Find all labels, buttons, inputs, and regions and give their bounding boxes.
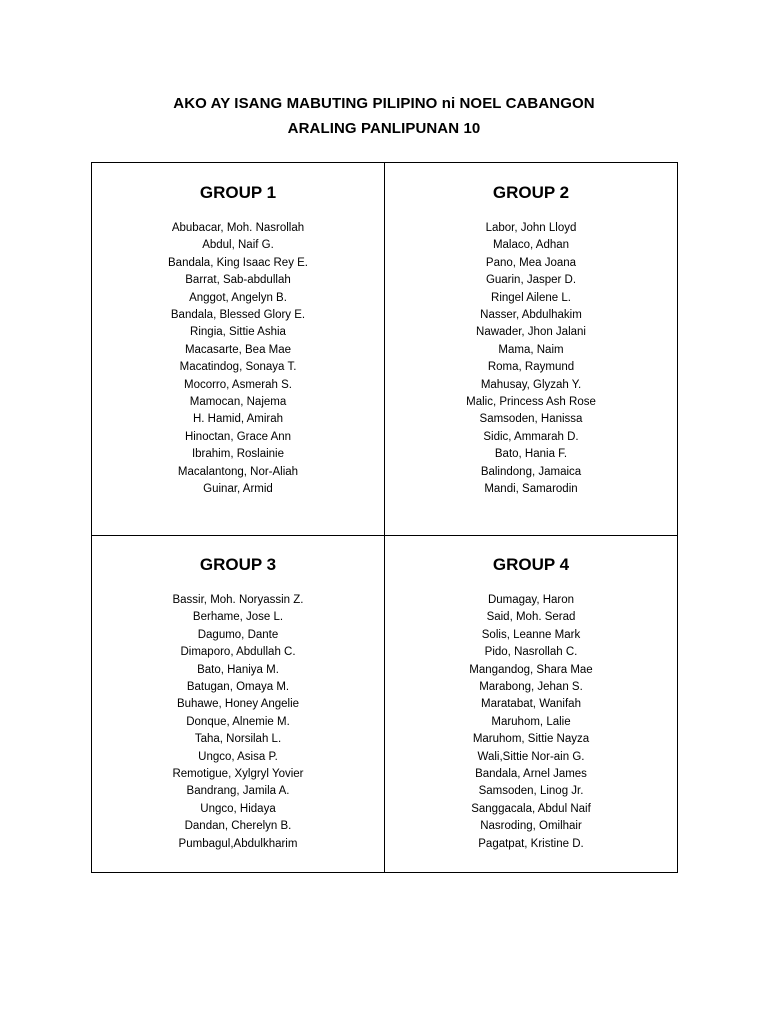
member-name: Barrat, Sab-abdullah	[185, 274, 291, 287]
member-name: Ungco, Asisa P.	[198, 750, 278, 763]
member-name: Nawader, Jhon Jalani	[476, 326, 586, 339]
member-name: Mama, Naim	[498, 343, 564, 356]
member-name: Mamocan, Najema	[189, 396, 287, 409]
group-title: GROUP 1	[199, 183, 277, 202]
member-name: Bandrang, Jamila A.	[186, 785, 290, 798]
member-name: Bandala, Blessed Glory E.	[170, 309, 306, 322]
member-name: Dagumo, Dante	[197, 628, 279, 641]
member-name: Labor, John Lloyd	[485, 222, 577, 234]
groups-table	[91, 162, 678, 873]
member-name: Dumagay, Haron	[487, 594, 575, 606]
member-name: Bato, Hania F.	[494, 448, 568, 461]
member-name: Maruhom, Sittie Nayza	[472, 733, 590, 746]
group-cell-4	[385, 536, 677, 872]
member-name: Samsoden, Linog Jr.	[478, 785, 584, 798]
document-title: AKO AY ISANG MABUTING PILIPINO ni NOEL CABANGON	[173, 95, 595, 112]
member-name: Said, Moh. Serad	[486, 611, 576, 624]
member-name: Samsoden, Hanissa	[479, 413, 583, 426]
member-name: Bassir, Moh. Noryassin Z.	[172, 594, 304, 606]
document-subtitle: ARALING PANLIPUNAN 10	[287, 120, 481, 137]
member-name: H. Hamid, Amirah	[192, 413, 284, 426]
member-list	[385, 592, 677, 853]
member-name: Mangandog, Shara Mae	[469, 663, 593, 676]
member-name: Hinoctan, Grace Ann	[184, 430, 292, 443]
member-name: Nasser, Abdulhakim	[480, 309, 582, 322]
member-name: Ringia, Sittie Ashia	[190, 326, 286, 339]
member-name: Donque, Alnemie M.	[186, 715, 290, 728]
member-name: Ungco, Hidaya	[200, 802, 276, 815]
member-name: Malic, Princess Ash Rose	[466, 396, 596, 409]
member-list	[92, 220, 384, 499]
group-cell-3	[92, 536, 385, 872]
member-name: Marabong, Jehan S.	[479, 681, 583, 694]
group-title: GROUP 2	[492, 183, 570, 202]
member-name: Bandala, Arnel James	[475, 768, 587, 781]
member-name: Pano, Mea Joana	[485, 256, 577, 269]
member-name: Pagatpat, Kristine D.	[478, 837, 584, 850]
member-name: Guarin, Jasper D.	[485, 274, 577, 287]
member-name: Maratabat, Wanifah	[481, 698, 581, 711]
member-name: Berhame, Jose L.	[192, 611, 284, 624]
member-name: Remotigue, Xylgryl Yovier	[172, 768, 304, 781]
member-name: Balindong, Jamaica	[480, 465, 582, 478]
member-name: Malaco, Adhan	[492, 239, 570, 252]
member-name: Sanggacala, Abdul Naif	[471, 802, 591, 815]
group-title: GROUP 4	[492, 555, 570, 574]
member-name: Guinar, Armid	[203, 483, 273, 496]
member-list	[92, 592, 384, 853]
member-name: Solis, Leanne Mark	[481, 628, 581, 641]
member-name: Abdul, Naif G.	[202, 239, 274, 252]
member-name: Mahusay, Glyzah Y.	[480, 378, 582, 391]
group-title: GROUP 3	[199, 555, 277, 574]
member-name: Macalantong, Nor-Aliah	[177, 465, 299, 478]
group-cell-1	[92, 163, 385, 536]
member-name: Ringel Ailene L.	[491, 291, 571, 304]
member-name: Sidic, Ammarah D.	[483, 430, 579, 443]
member-name: Macasarte, Bea Mae	[184, 343, 292, 356]
member-name: Maruhom, Lalie	[491, 715, 571, 728]
member-name: Buhawe, Honey Angelie	[176, 698, 300, 711]
member-name: Bandala, King Isaac Rey E.	[168, 256, 308, 269]
member-name: Abubacar, Moh. Nasrollah	[171, 222, 305, 234]
member-name: Roma, Raymund	[487, 361, 575, 374]
member-name: Pido, Nasrollah C.	[484, 646, 578, 659]
member-name: Ibrahim, Roslainie	[191, 448, 285, 461]
member-name: Dimaporo, Abdullah C.	[180, 646, 296, 659]
group-cell-2	[385, 163, 677, 536]
member-name: Dandan, Cherelyn B.	[184, 820, 292, 833]
member-name: Macatindog, Sonaya T.	[179, 361, 297, 374]
member-name: Taha, Norsilah L.	[194, 733, 282, 746]
member-name: Wali,Sittie Nor-ain G.	[477, 750, 585, 763]
member-name: Anggot, Angelyn B.	[189, 291, 287, 304]
member-name: Mandi, Samarodin	[484, 483, 578, 496]
member-name: Pumbagul,Abdulkharim	[178, 837, 298, 850]
member-name: Nasroding, Omilhair	[480, 820, 582, 833]
member-name: Batugan, Omaya M.	[186, 681, 290, 694]
member-list	[385, 220, 677, 499]
member-name: Bato, Haniya M.	[197, 663, 279, 676]
member-name: Mocorro, Asmerah S.	[183, 378, 292, 391]
